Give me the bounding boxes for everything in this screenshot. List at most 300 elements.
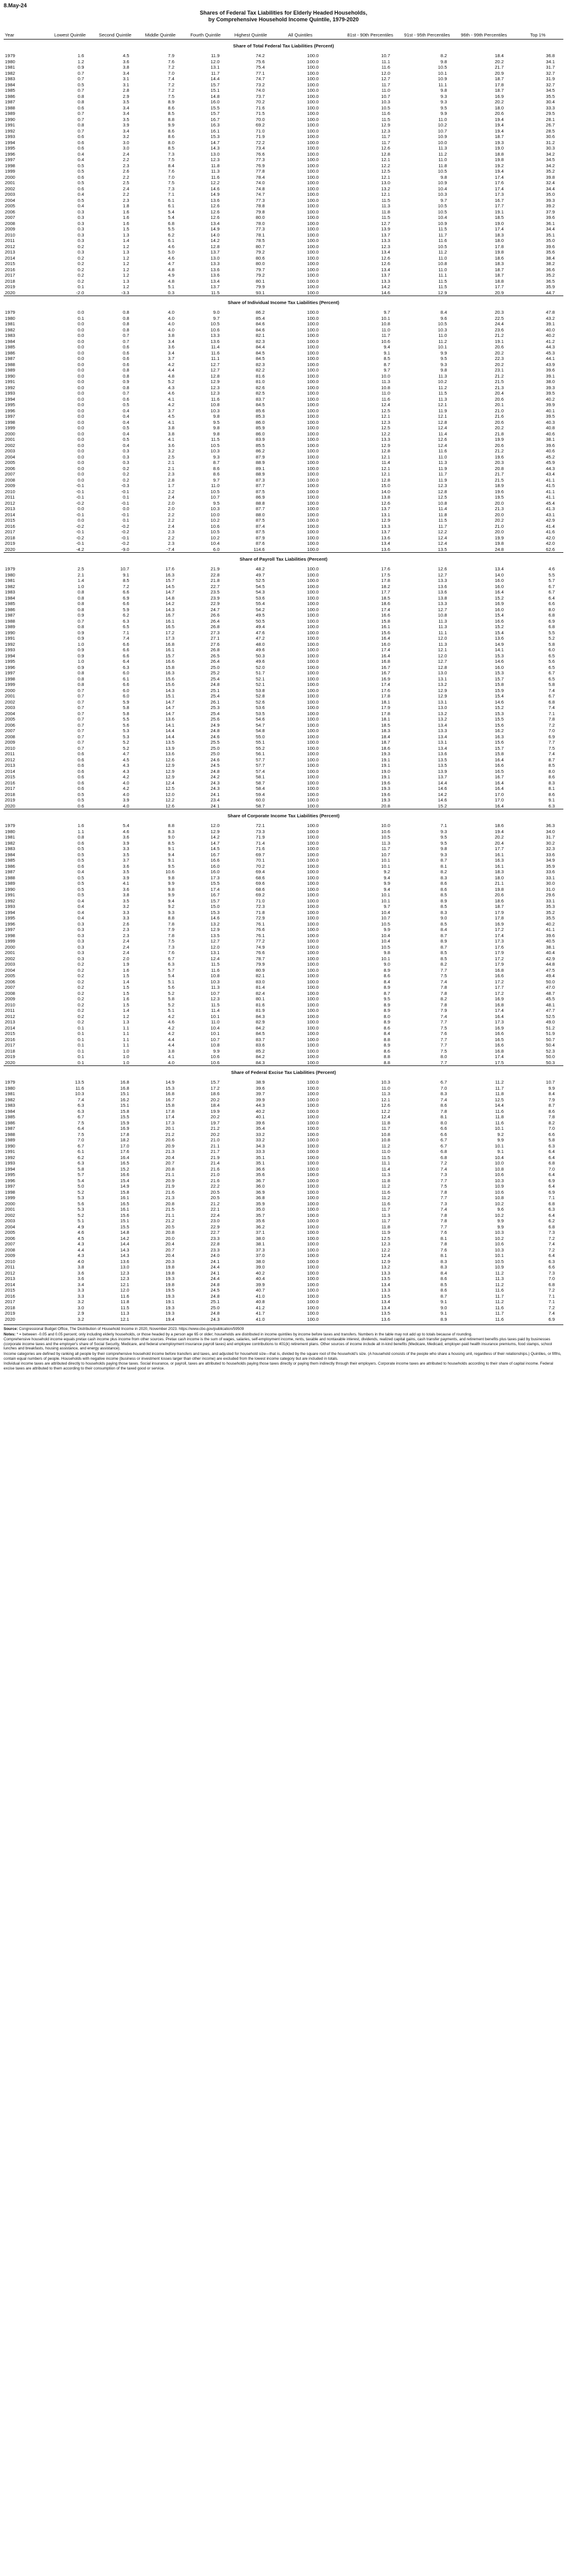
value-cell: 7.1 (168, 192, 174, 197)
value-cell: 8.6 (548, 774, 555, 780)
year-cell: 1995 (5, 915, 15, 921)
gap-cell (327, 647, 342, 653)
table-row (4, 105, 563, 111)
year-cell: 2015 (5, 518, 15, 523)
value-cell: 13.9 (165, 745, 174, 751)
value-cell: 0.1 (77, 1025, 84, 1031)
value-cell: 0.5 (123, 437, 129, 442)
value-cell: 3.4 (168, 350, 174, 356)
value-cell: 100.0 (307, 454, 319, 460)
value-cell: 21.1 (210, 1143, 220, 1149)
value-cell: 76.6 (255, 151, 265, 157)
value-cell: 20.7 (165, 1160, 174, 1166)
value-cell: 4.1 (168, 419, 174, 425)
value-cell: 53.8 (255, 687, 265, 693)
value-cell: 100.0 (307, 500, 319, 506)
value-cell: 100.0 (307, 996, 319, 1002)
value-cell: 9.8 (168, 886, 174, 892)
gap-cell (327, 175, 342, 181)
gap-cell (327, 921, 342, 927)
value-cell: 24.3 (210, 780, 220, 786)
value-cell: 12.9 (165, 774, 174, 780)
value-cell: 9.1 (440, 1311, 447, 1316)
value-cell: 8.6 (168, 105, 174, 111)
value-cell: 10.1 (381, 315, 390, 321)
value-cell: 19.1 (381, 763, 390, 768)
value-cell: 9.2 (383, 869, 390, 874)
value-cell: 20.8 (165, 1200, 174, 1207)
value-cell: 11.7 (381, 139, 390, 145)
value-cell: 13.3 (438, 601, 447, 606)
gap-cell (327, 584, 342, 590)
value-cell: 16.0 (495, 606, 504, 612)
value-cell: 35.9 (255, 1200, 265, 1207)
table-row (4, 769, 563, 775)
value-cell: 100.0 (307, 1276, 319, 1281)
table-row (4, 665, 563, 671)
value-cell: 13.1 (438, 699, 447, 705)
year-cell: 1985 (5, 1114, 15, 1120)
value-cell: -0.1 (121, 488, 129, 494)
value-cell: 88.0 (255, 511, 265, 518)
value-cell: 100.0 (307, 1054, 319, 1059)
value-cell: 16.8 (495, 1048, 504, 1054)
value-cell: 9.8 (440, 88, 447, 93)
value-cell: 19.5 (165, 1287, 174, 1293)
value-cell: 11.3 (381, 840, 390, 846)
value-cell: 8.6 (440, 881, 447, 886)
value-cell: 0.0 (77, 390, 84, 396)
value-cell: 7.8 (440, 990, 447, 996)
value-cell: 13.7 (381, 232, 390, 238)
value-cell: 12.4 (438, 442, 447, 448)
value-cell: 100.0 (307, 1200, 319, 1207)
value-cell: 0.8 (77, 601, 84, 606)
table-row (4, 414, 563, 420)
gap-cell (327, 1103, 342, 1109)
column-header: Year (4, 23, 47, 40)
year-cell: 1979 (5, 310, 15, 315)
value-cell: 15.2 (438, 803, 447, 809)
value-cell: 100.0 (307, 791, 319, 797)
value-cell: 10.6 (381, 338, 390, 344)
year-cell: 2016 (5, 523, 15, 529)
value-cell: 11.4 (381, 1166, 390, 1172)
value-cell: 10.2 (438, 379, 447, 384)
value-cell: 16.0 (210, 869, 220, 874)
value-cell: 20.4 (165, 1241, 174, 1247)
value-cell: 12.6 (381, 1103, 390, 1108)
gap-cell (327, 1126, 342, 1132)
table-row (4, 541, 563, 547)
value-cell: 0.0 (77, 396, 84, 402)
value-cell: 5.4 (168, 973, 174, 978)
year-cell: 1985 (5, 88, 15, 93)
value-cell: 24.8 (495, 546, 504, 552)
value-cell: 9.0 (213, 310, 220, 315)
value-cell: 7.2 (548, 1247, 555, 1253)
value-cell: 1.2 (77, 58, 84, 64)
value-cell: 84.5 (255, 356, 265, 361)
value-cell: 6.3 (548, 1207, 555, 1212)
value-cell: 39.3 (546, 197, 555, 203)
gap-cell (327, 186, 342, 192)
value-cell: 40.0 (546, 327, 555, 333)
value-cell: 6.7 (440, 1079, 447, 1085)
year-cell: 2018 (5, 1304, 15, 1311)
value-cell: 100.0 (307, 203, 319, 209)
value-cell: 30.6 (546, 134, 555, 139)
value-cell: 11.2 (381, 1195, 390, 1200)
value-cell: 0.0 (77, 356, 84, 361)
value-cell: 11.8 (381, 209, 390, 215)
value-cell: 57.4 (255, 768, 265, 774)
value-cell: 10.1 (495, 1253, 504, 1258)
table-row (4, 630, 563, 636)
value-cell: 9.7 (383, 367, 390, 373)
table-row (4, 53, 563, 59)
value-cell: 8.2 (440, 961, 447, 967)
value-cell: 21.0 (210, 1172, 220, 1177)
value-cell: 100.0 (307, 595, 319, 601)
value-cell: 7.4 (548, 705, 555, 710)
value-cell: 7.5 (168, 157, 174, 162)
value-cell: 12.7 (210, 361, 220, 367)
year-cell: 1994 (5, 1166, 15, 1172)
value-cell: 13.3 (438, 728, 447, 733)
table-row (4, 180, 563, 186)
table-row (4, 111, 563, 117)
value-cell: 34.5 (546, 88, 555, 93)
value-cell: 19.4 (495, 828, 504, 834)
value-cell: 87.5 (255, 488, 265, 494)
value-cell: 100.0 (307, 272, 319, 278)
value-cell: 100.0 (307, 601, 319, 606)
value-cell: 7.0 (168, 174, 174, 180)
value-cell: 100.0 (307, 407, 319, 414)
gap-cell (327, 1189, 342, 1196)
value-cell: 12.7 (438, 606, 447, 612)
value-cell: 12.0 (120, 1287, 129, 1293)
value-cell: 15.9 (495, 687, 504, 693)
value-cell: 22.8 (210, 1241, 220, 1247)
value-cell: 12.5 (438, 494, 447, 500)
year-cell: 1996 (5, 921, 15, 927)
value-cell: 14.9 (210, 192, 220, 197)
value-cell: 100.0 (307, 1172, 319, 1177)
value-cell: 15.6 (495, 739, 504, 745)
value-cell: 10.5 (381, 944, 390, 950)
year-cell: 2018 (5, 535, 15, 541)
value-cell: 12.5 (381, 168, 390, 174)
value-cell: 15.8 (120, 1108, 129, 1114)
value-cell: 16.5 (120, 1200, 129, 1207)
value-cell: 12.9 (438, 693, 447, 699)
year-cell: 2012 (5, 757, 15, 763)
value-cell: 2.3 (168, 529, 174, 535)
value-cell: 14.9 (120, 1183, 129, 1189)
value-cell: 7.9 (168, 53, 174, 58)
value-cell: 3.4 (123, 111, 129, 116)
value-cell: 11.1 (438, 81, 447, 88)
value-cell: 21.2 (495, 448, 504, 454)
value-cell: 1.2 (123, 243, 129, 249)
table-row (4, 910, 563, 916)
table-row (4, 887, 563, 893)
value-cell: 14.4 (120, 1241, 129, 1247)
value-cell: 9.5 (383, 996, 390, 1002)
value-cell: -0.1 (76, 488, 84, 494)
value-cell: 41.7 (255, 1311, 265, 1316)
year-cell: 2012 (5, 500, 15, 506)
table-row (4, 1091, 563, 1097)
value-cell: 0.8 (123, 321, 129, 327)
value-cell: 72.1 (255, 823, 265, 828)
value-cell: 18.3 (381, 728, 390, 733)
value-cell: 0.1 (77, 1042, 84, 1048)
gap-cell (327, 887, 342, 893)
value-cell: 10.3 (495, 1247, 504, 1253)
value-cell: 13.4 (210, 278, 220, 284)
value-cell: 25.4 (210, 693, 220, 699)
value-cell: 100.0 (307, 1149, 319, 1154)
value-cell: 17.6 (381, 566, 390, 572)
value-cell: 9.9 (548, 1085, 555, 1091)
year-cell: 2007 (5, 985, 15, 990)
value-cell: 15.1 (120, 1218, 129, 1224)
year-cell: 1985 (5, 857, 15, 863)
value-cell: 2.3 (123, 162, 129, 168)
year-cell: 2004 (5, 967, 15, 973)
year-cell: 1983 (5, 333, 15, 338)
value-cell: 0.6 (123, 350, 129, 356)
year-cell: 2008 (5, 220, 15, 226)
year-cell: 2018 (5, 1048, 15, 1054)
value-cell: 16.2 (495, 728, 504, 733)
year-cell: 2002 (5, 955, 15, 961)
value-cell: 12.1 (438, 647, 447, 653)
value-cell: 16.5 (495, 1036, 504, 1042)
value-cell: 100.0 (307, 471, 319, 477)
gap-cell (327, 682, 342, 688)
value-cell: 100.0 (307, 1143, 319, 1149)
value-cell: 20.6 (495, 892, 504, 898)
value-cell: 4.2 (168, 402, 174, 407)
gap-cell (327, 774, 342, 780)
value-cell: 17.0 (495, 791, 504, 797)
gap-cell (327, 1178, 342, 1184)
value-cell: 1.4 (123, 978, 129, 985)
table-row (4, 933, 563, 939)
value-cell: 1.3 (123, 278, 129, 284)
value-cell: 25.0 (210, 751, 220, 757)
value-cell: 17.2 (495, 927, 504, 932)
value-cell: 20.6 (495, 396, 504, 402)
value-cell: 35.6 (546, 249, 555, 255)
value-cell: 3.9 (123, 874, 129, 881)
value-cell: 13.7 (381, 272, 390, 278)
value-cell: 11.7 (495, 1311, 504, 1316)
value-cell: 0.7 (77, 716, 84, 722)
value-cell: 1.5 (123, 1002, 129, 1008)
value-cell: 34.0 (546, 828, 555, 834)
value-cell: 100.0 (307, 209, 319, 215)
year-cell: 2011 (5, 1264, 15, 1270)
value-cell: 16.6 (495, 618, 504, 624)
year-cell: 1986 (5, 1120, 15, 1126)
table-header (4, 23, 563, 40)
value-cell: 18.6 (495, 898, 504, 904)
value-cell: 0.3 (77, 944, 84, 950)
table-row (4, 272, 563, 279)
year-cell: 1996 (5, 407, 15, 414)
value-cell: 12.2 (381, 431, 390, 437)
value-cell: 20.9 (495, 289, 504, 296)
year-cell: 1991 (5, 379, 15, 384)
value-cell: 9.0 (168, 834, 174, 840)
value-cell: 0.8 (123, 327, 129, 333)
value-cell: 21.3 (495, 506, 504, 511)
value-cell: 19.8 (165, 1270, 174, 1276)
value-cell: 11.6 (211, 396, 220, 402)
value-cell: 81.4 (255, 985, 265, 990)
year-cell: 2014 (5, 511, 15, 518)
value-cell: 13.4 (381, 1281, 390, 1287)
value-cell: 4.8 (168, 278, 174, 284)
table-row (4, 653, 563, 659)
value-cell: 14.4 (438, 780, 447, 786)
value-cell: 42.0 (546, 535, 555, 541)
value-cell: 39.9 (255, 1281, 265, 1287)
gap-cell (327, 140, 342, 146)
value-cell: 10.6 (165, 869, 174, 874)
value-cell: 50.5 (255, 618, 265, 624)
value-cell: 81.6 (255, 1002, 265, 1008)
value-cell: 13.6 (438, 589, 447, 595)
value-cell: 16.9 (120, 1126, 129, 1131)
value-cell: 69.2 (255, 892, 265, 898)
value-cell: 4.4 (77, 1247, 84, 1253)
value-cell: 0.5 (77, 168, 84, 174)
table-row (4, 751, 563, 757)
value-cell: 9.9 (383, 881, 390, 886)
gap-cell (327, 1201, 342, 1207)
gap-cell (327, 1218, 342, 1224)
value-cell: 6.6 (123, 589, 129, 595)
value-cell: 13.2 (381, 1264, 390, 1270)
value-cell: 15.6 (495, 722, 504, 728)
value-cell: 71.9 (255, 134, 265, 139)
value-cell: 2.6 (123, 168, 129, 174)
value-cell: 12.6 (381, 261, 390, 266)
value-cell: 23.5 (210, 589, 220, 595)
table-row (4, 699, 563, 705)
value-cell: 10.7 (210, 1036, 220, 1042)
value-cell: 9.0 (440, 1304, 447, 1311)
table-row (4, 991, 563, 997)
value-cell: 9.5 (440, 356, 447, 361)
value-cell: 0.3 (77, 238, 84, 243)
value-cell: 5.3 (77, 1207, 84, 1212)
value-cell: 0.0 (77, 379, 84, 384)
value-cell: 9.8 (440, 58, 447, 64)
value-cell: 24.4 (210, 1276, 220, 1281)
year-cell: 2016 (5, 266, 15, 272)
table-row (4, 1201, 563, 1207)
year-cell: 1999 (5, 938, 15, 944)
table-row (4, 688, 563, 694)
year-cell: 2009 (5, 1253, 15, 1258)
value-cell: 14.1 (165, 722, 174, 728)
value-cell: 6.3 (77, 1103, 84, 1108)
value-cell: 32.3 (546, 846, 555, 851)
year-cell: 2001 (5, 950, 15, 955)
value-cell: 4.0 (123, 791, 129, 797)
value-cell: 11.2 (438, 338, 447, 344)
value-cell: 10.1 (495, 1126, 504, 1131)
title-line-1: Shares of Federal Tax Liabilities for Elderly Headed Households, (199, 10, 368, 16)
value-cell: 13.4 (381, 541, 390, 546)
value-cell: 0.0 (77, 477, 84, 483)
table-row (4, 722, 563, 729)
value-cell: 79.7 (255, 266, 265, 272)
table-row (4, 659, 563, 665)
value-cell: 9.1 (383, 350, 390, 356)
value-cell: 100.0 (307, 869, 319, 874)
value-cell: 16.4 (381, 635, 390, 641)
table-row (4, 1172, 563, 1178)
value-cell: 7.5 (77, 1120, 84, 1126)
value-cell: 41.1 (546, 927, 555, 932)
value-cell: 49.4 (255, 624, 265, 629)
value-cell: 42.9 (546, 518, 555, 523)
value-cell: 12.5 (381, 1235, 390, 1241)
value-cell: 11.5 (438, 226, 447, 232)
value-cell: 3.9 (123, 122, 129, 128)
year-cell: 2011 (5, 238, 15, 243)
value-cell: 0.3 (77, 955, 84, 961)
value-cell: 0.9 (123, 379, 129, 384)
notes-paragraph-1: Comprehensive household income equals pretax cash income plus income from other sources. Pretax cash income is the sum of wages, salaries, self-employment income, rents, taxable and nontaxable interest, dividends, realized capital gains, cash transfer payments, and retirement benefits plus taxes paid by businesses (corporate income taxes and the employer's share of Social Security, Medicare, and federal unemployment insurance payroll taxes) and employee contributions to 401(k) retirement plans. Other sources of income include all in-kind benefits (Medicare, Medicaid, employer-paid health insurance premiums, food stamps, school lunches and breakfasts, housing assistance, and energy assistance). (4, 1337, 552, 1351)
value-cell: 9.2 (168, 904, 174, 909)
value-cell: 16.6 (495, 973, 504, 978)
value-cell: 41.2 (255, 1304, 265, 1311)
value-cell: 18.0 (495, 105, 504, 111)
value-cell: 16.7 (495, 197, 504, 203)
table-row (4, 477, 563, 483)
value-cell: 5.2 (168, 379, 174, 384)
gap-cell (327, 437, 342, 443)
value-cell: 79.9 (255, 961, 265, 967)
value-cell: 100.0 (307, 1059, 319, 1065)
value-cell: 16.4 (495, 803, 504, 809)
value-cell: 83.0 (255, 978, 265, 985)
value-cell: 21.9 (210, 1154, 220, 1160)
value-cell: 36.1 (546, 220, 555, 226)
value-cell: 14.4 (495, 1103, 504, 1108)
value-cell: 6.2 (123, 612, 129, 618)
table-row (4, 547, 563, 553)
value-cell: 8.7 (383, 361, 390, 367)
value-cell: 6.5 (548, 664, 555, 670)
value-cell: 26.6 (210, 612, 220, 618)
value-cell: 100.0 (307, 367, 319, 373)
value-cell: 10.7 (381, 851, 390, 857)
value-cell: 0.0 (77, 367, 84, 373)
table-row (4, 261, 563, 267)
value-cell: 24.8 (210, 682, 220, 687)
table-row (4, 163, 563, 169)
